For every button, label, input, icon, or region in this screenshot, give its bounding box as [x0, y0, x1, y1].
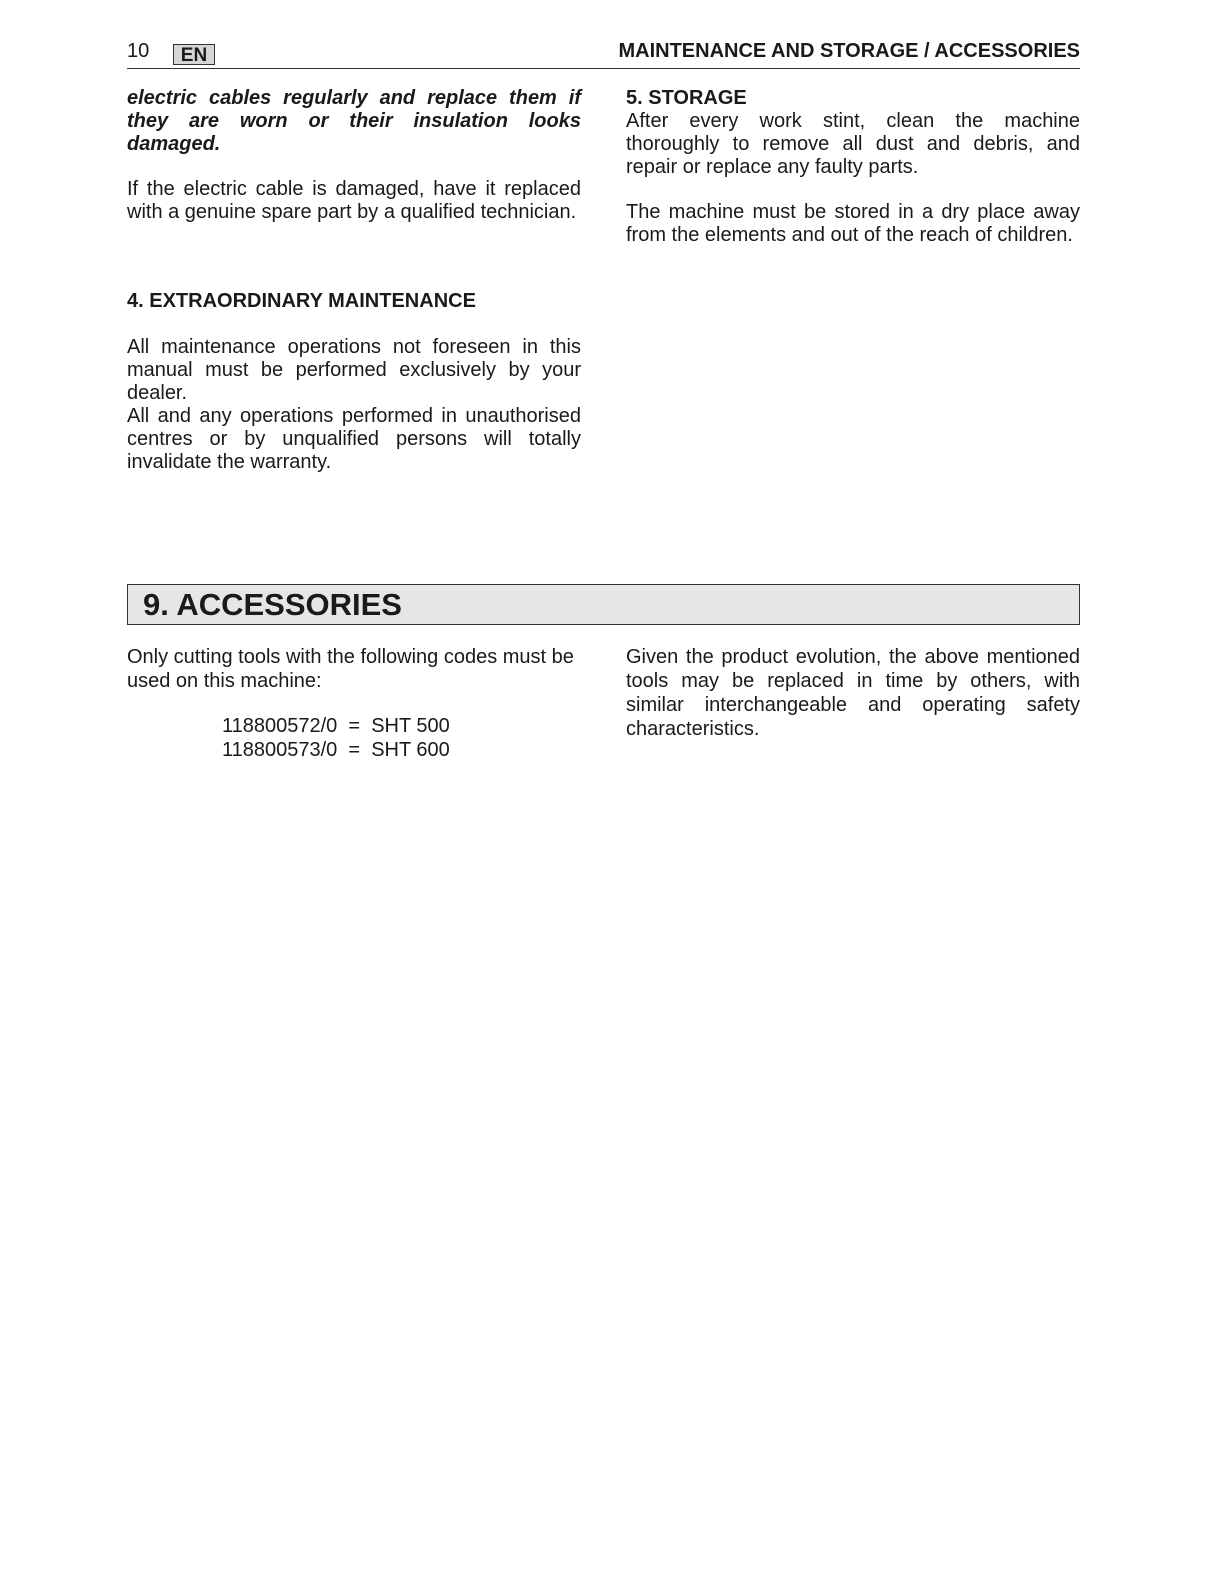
running-title: MAINTENANCE AND STORAGE / ACCESSORIES [618, 40, 1080, 62]
language-badge: EN [173, 44, 215, 65]
storage-section [626, 87, 1080, 247]
storage-para-1: After every work stint, clean the machine thoroughly to remove all dust and debris, and repair or replace any faulty parts. [626, 110, 1080, 178]
accessories-intro: Only cutting tools with the following codes must be used on this machine: [127, 646, 574, 692]
accessories-note: Given the product evolution, the above mentioned tools may be replaced in time by others, with similar interchangeable and operating safety characteristics. [626, 646, 1080, 740]
tool-code-row: 118800573/0 = SHT 600 [222, 739, 450, 761]
tool-name: SHT 600 [371, 739, 450, 761]
cable-replacement-text: If the electric cable is damaged, have it replaced with a genuine spare part by a qualified technician. [127, 178, 581, 223]
tool-code-row: 118800572/0 = SHT 500 [222, 715, 450, 737]
left-column-top [127, 87, 581, 224]
tool-code-list [222, 714, 450, 762]
accessories-intro-block [127, 645, 581, 693]
accessories-note-block [626, 645, 1080, 741]
accessories-banner [127, 584, 1080, 625]
tool-code: 118800572/0 [222, 715, 338, 737]
extraordinary-para-2: All and any operations performed in unauthorised centres or by unqualified persons will totally invalidate the warranty. [127, 405, 581, 473]
page-number: 10 [127, 40, 150, 62]
extraordinary-maintenance-heading: 4. EXTRAORDINARY MAINTENANCE [127, 290, 476, 312]
extraordinary-para-1: All maintenance operations not foreseen in this manual must be performed exclusively by your dealer. [127, 336, 581, 404]
cable-warning: electric cables regularly and replace them if they are worn or their insulation looks damaged. [127, 87, 581, 155]
tool-code: 118800573/0 [222, 739, 338, 761]
accessories-title: 9. ACCESSORIES [143, 587, 402, 622]
storage-para-2: The machine must be stored in a dry place away from the elements and out of the reach of children. [626, 201, 1080, 246]
page-header [127, 38, 1080, 69]
tool-name: SHT 500 [371, 715, 450, 737]
storage-heading: 5. STORAGE [626, 87, 747, 109]
extraordinary-maintenance-section [127, 290, 581, 474]
